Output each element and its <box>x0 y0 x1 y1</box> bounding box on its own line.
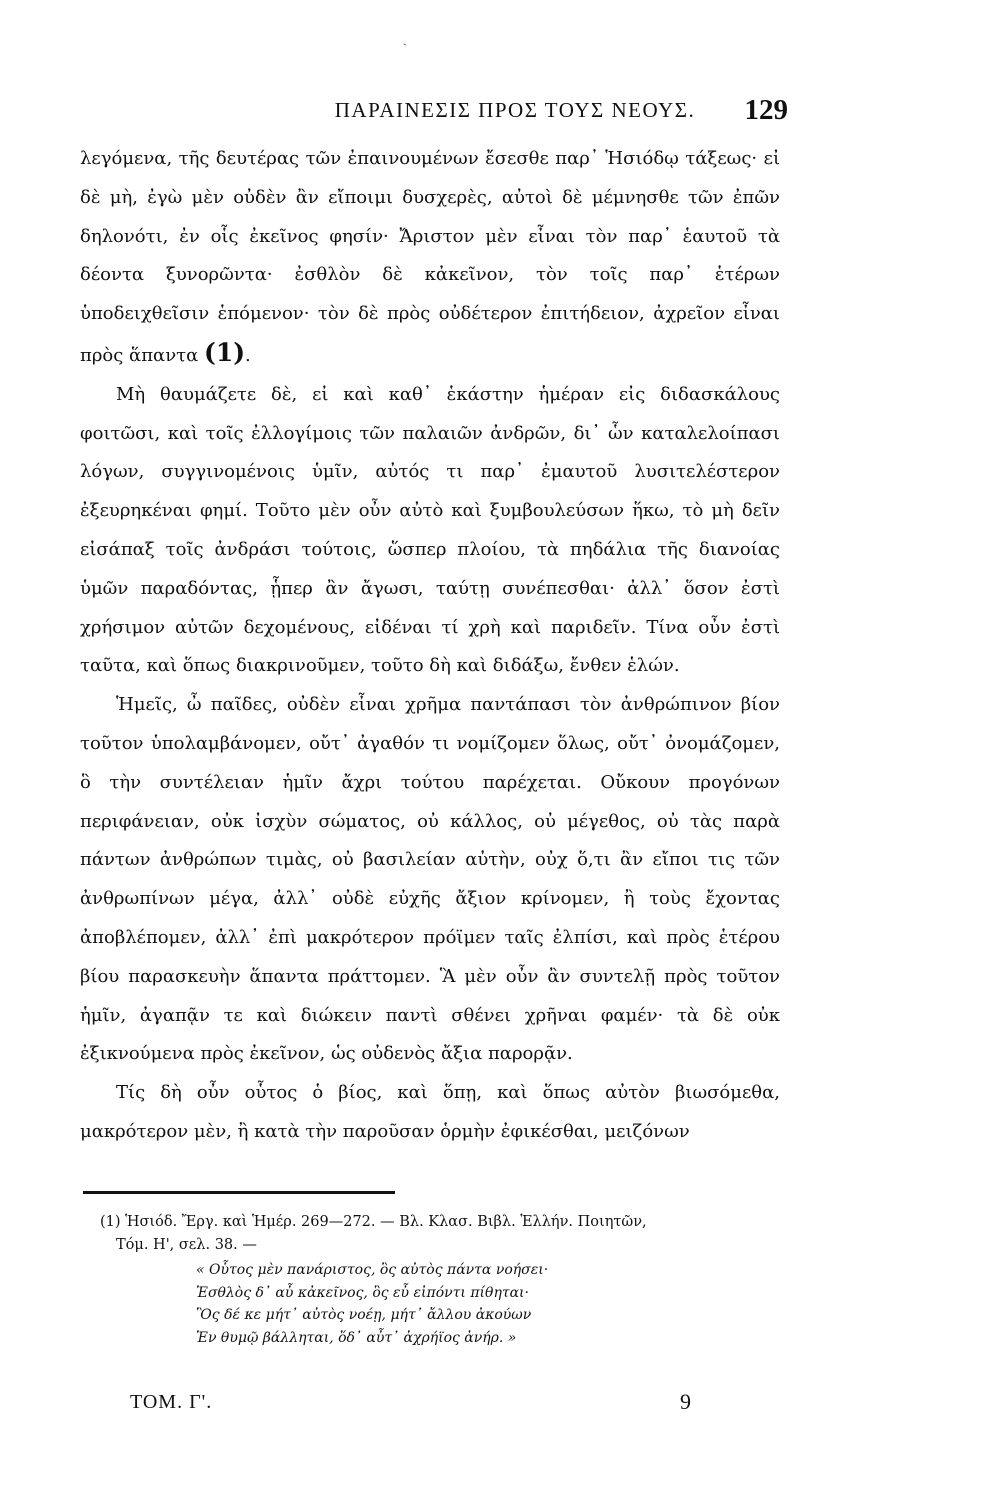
page-number: 129 <box>744 94 788 126</box>
verse-line: Ἐσθλὸς δ᾽ αὖ κἀκεῖνος, ὃς εὖ εἰπόντι πίθηται· <box>196 1284 529 1301</box>
paragraph-end-punct: . <box>245 344 251 366</box>
top-mark: ˎ <box>403 32 407 46</box>
footnote-verses <box>196 1259 780 1349</box>
sheet-number: 9 <box>680 1389 691 1414</box>
body-text <box>80 140 780 1152</box>
footnote-rule <box>83 1191 395 1194</box>
paragraph-text: λεγόμενα, τῆς δευτέρας τῶν ἐπαινουμένων ἔσεσθε παρ᾽ Ἡσιόδῳ τάξεως· εἰ δὲ μὴ, ἐγὼ μὲν οὐδὲν ἂν εἴποιμι δυσχερὲς, αὐτοὶ δὲ μέμνησθε τῶν ἐπῶν δηλονότι, ἐν οἷς ἐκεῖνος φησίν· Ἄριστον μὲν εἶναι τὸν παρ᾽ ἑαυτοῦ τὰ δέοντα ξυνορῶντα· ἐσθλὸν δὲ κἀκεῖνον, τὸν τοῖς παρ᾽ ἑτέρων ὑποδειχθεῖσιν ἑπόμενον· τὸν δὲ πρὸς οὐδέτερον ἐπιτήδειον, ἀχρεῖον εἶναι πρὸς ἅπαντα <box>80 148 780 366</box>
running-title: ΠΑΡΑΙΝΕΣΙΣ ΠΡΟΣ ΤΟΥΣ ΝΕΟΥΣ. <box>334 98 696 122</box>
footnote-citation-line-1: (1) Ἡσιόδ. Ἔργ. καὶ Ἡμέρ. 269—272. — Βλ. Κλασ. Βιβλ. Ἑλλήν. Ποιητῶν, <box>100 1214 647 1230</box>
verse-line: Ἐν θυμῷ βάλληται, ὅδ᾽ αὖτ᾽ ἀχρήϊος ἀνήρ. » <box>196 1329 517 1346</box>
paragraph-3: Ἡμεῖς, ὦ παῖδες, οὐδὲν εἶναι χρῆμα παντάπασι τὸν ἀνθρώπινον βίον τοῦτον ὑπολαμβάνομεν, οὔτ᾽ ἀγαθόν τι νομίζομεν ὅλως, οὔτ᾽ ὀνομάζομεν, ὃ τὴν συντέλειαν ἡμῖν ἄχρι τούτου παρέχεται. Οὔκουν προγόνων περιφάνειαν, οὐκ ἰσχὺν σώματος, οὐ κάλλος, οὐ μέγεθος, οὐ τὰς παρὰ πάντων ἀνθρώπων τιμὰς, οὐ βασιλείαν αὐτὴν, οὐχ ὅ,τι ἂν εἴποι τις τῶν ἀνθρωπίνων μέγα, ἀλλ᾽ οὐδὲ εὐχῆς ἄξιον κρίνομεν, ἢ τοὺς ἔχοντας ἀποβλέπομεν, ἀλλ᾽ ἐπὶ μακρότερον πρόϊμεν ταῖς ἐλπίσι, καὶ πρὸς ἑτέρου βίου παρασκευὴν ἅπαντα πράττομεν. Ἃ μὲν οὖν ἂν συντελῇ πρὸς τοῦτον ἡμῖν, ἀγαπᾷν τε καὶ διώκειν παντὶ σθένει χρῆναι φαμέν· τὰ δὲ οὐκ ἐξικνούμενα πρὸς ἐκεῖνον, ὡς οὐδενὸς ἄξια παρορᾷν. <box>80 694 780 1065</box>
verse-line: Ὃς δέ κε μήτ᾽ αὐτὸς νοέῃ, μήτ᾽ ἄλλου ἀκούων <box>196 1307 532 1323</box>
paragraph-4: Τίς δὴ οὖν οὗτος ὁ βίος, καὶ ὅπῃ, καὶ ὅπως αὐτὸν βιωσόμεθα, μακρότερον μὲν, ἢ κατὰ τὴν παροῦσαν ὁρμὴν ἐφικέσθαι, μειζόνων <box>80 1082 780 1142</box>
footnote-citation-line-2: Τόμ. Η', σελ. 38. — <box>116 1237 257 1253</box>
footnote <box>100 1211 780 1349</box>
volume-signature: ΤΟΜ. Γ'. <box>130 1391 213 1413</box>
paragraph-1 <box>80 140 780 376</box>
footnote-reference: (1) <box>203 337 246 367</box>
verse-line: « Οὗτος μὲν πανάριστος, ὃς αὐτὸς πάντα νοήσει· <box>196 1262 549 1278</box>
paragraph-2: Μὴ θαυμάζετε δὲ, εἰ καὶ καθ᾽ ἑκάστην ἡμέραν εἰς διδασκάλους φοιτῶσι, καὶ τοῖς ἐλλογίμοις τῶν παλαιῶν ἀνδρῶν, δι᾽ ὧν καταλελοίπασι λόγων, συγγινομένοις ὑμῖν, αὐτός τι παρ᾽ ἐμαυτοῦ λυσιτελέστερον ἐξευρηκέναι φημί. Τοῦτο μὲν οὖν αὐτὸ καὶ ξυμβουλεύσων ἥκω, τὸ μὴ δεῖν εἰσάπαξ τοῖς ἀνδράσι τούτοις, ὥσπερ πλοίου, τὰ πηδάλια τῆς διανοίας ὑμῶν παραδόντας, ᾗπερ ἂν ἄγωσι, ταύτῃ συνέπεσθαι· ἀλλ᾽ ὅσον ἐστὶ χρήσιμον αὐτῶν δεχομένους, εἰδέναι τί χρὴ καὶ παριδεῖν. Τίνα οὖν ἐστὶ ταῦτα, καὶ ὅπως διακρινοῦμεν, τοῦτο δὴ καὶ διδάξω, ἔνθεν ἑλών. <box>80 383 780 677</box>
